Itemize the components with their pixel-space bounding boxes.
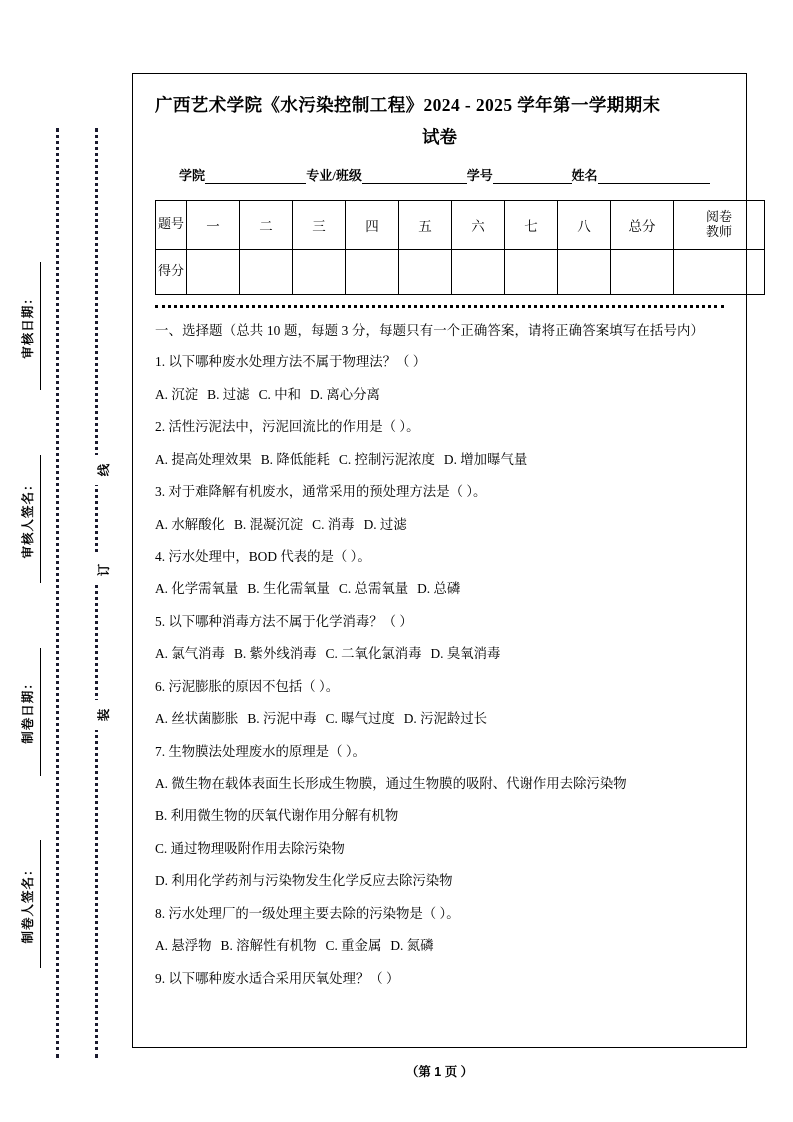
questions-container	[155, 320, 724, 989]
name-label: 姓名	[571, 167, 598, 183]
question-block	[155, 676, 724, 730]
col-header-1: 一	[187, 200, 240, 249]
margin-rule-2	[40, 455, 41, 583]
major-field[interactable]	[362, 169, 467, 184]
question-block	[155, 416, 724, 470]
option-choice[interactable]: C. 通过物理吸附作用去除污染物	[155, 840, 345, 856]
col-header-7: 七	[505, 200, 558, 249]
question-options	[155, 449, 724, 470]
question-options	[155, 514, 724, 535]
grading-teacher-line1: 阅卷	[705, 208, 732, 224]
score-cell-7[interactable]	[505, 249, 558, 294]
question-stem: 7. 生物膜法处理废水的原理是（ ）。	[155, 743, 366, 759]
table-row-question-numbers	[156, 200, 765, 249]
page-title: 广西艺术学院《水污染控制工程》2024 - 2025 学年第一学期期末	[155, 95, 661, 115]
option-choice[interactable]: A. 氯气消毒	[155, 646, 225, 662]
col-header-3: 三	[293, 200, 346, 249]
seal-char-ding: 订	[91, 555, 115, 585]
score-cell-6[interactable]	[452, 249, 505, 294]
make-date-label: 制卷日期：	[21, 676, 35, 744]
score-cell-total[interactable]	[611, 249, 674, 294]
option-choice[interactable]: B. 溶解性有机物	[220, 938, 317, 954]
exam-paper-frame	[132, 73, 747, 1048]
option-choice[interactable]: D. 增加曝气量	[443, 451, 528, 467]
option-choice[interactable]: C. 控制污泥浓度	[338, 451, 435, 467]
binding-margin	[0, 0, 132, 1122]
score-cell-4[interactable]	[346, 249, 399, 294]
col-header-5: 五	[399, 200, 452, 249]
score-cell-3[interactable]	[293, 249, 346, 294]
question-block	[155, 481, 724, 535]
college-label: 学院	[179, 167, 206, 183]
option-choice[interactable]: A. 悬浮物	[155, 938, 212, 954]
option-choice[interactable]: D. 污泥龄过长	[403, 711, 488, 727]
margin-rule-3	[40, 648, 41, 776]
option-choice[interactable]: A. 化学需氧量	[155, 581, 239, 597]
col-header-grading-teacher	[674, 200, 765, 249]
name-field[interactable]	[598, 169, 710, 184]
question-options	[155, 578, 724, 599]
option-choice[interactable]: C. 总需氧量	[338, 581, 409, 597]
question-block	[155, 351, 724, 405]
option-choice[interactable]: A. 丝状菌膨胀	[155, 711, 239, 727]
question-stem: 8. 污水处理厂的一级处理主要去除的污染物是（ ）。	[155, 905, 460, 921]
option-choice[interactable]: D. 过滤	[363, 516, 407, 532]
option-choice[interactable]: D. 总磷	[417, 581, 461, 597]
col-header-4: 四	[346, 200, 399, 249]
seal-char-xian: 线	[91, 455, 115, 485]
college-field[interactable]	[205, 169, 306, 184]
table-row-scores	[156, 249, 765, 294]
option-choice[interactable]: D. 臭氧消毒	[430, 646, 501, 662]
option-choice[interactable]: D. 离心分离	[310, 386, 380, 402]
option-choice[interactable]: A. 微生物在载体表面生长形成生物膜，通过生物膜的吸附、代谢作用去除污染物	[155, 776, 627, 792]
col-header-2: 二	[240, 200, 293, 249]
question-block	[155, 611, 724, 665]
col-header-8: 八	[558, 200, 611, 249]
question-block	[155, 968, 724, 989]
question-stem: 2. 活性污泥法中，污泥回流比的作用是（ ）。	[155, 419, 420, 435]
row-label-score: 得分	[156, 249, 187, 294]
student-id-field[interactable]	[493, 169, 572, 184]
grading-teacher-line2: 教师	[705, 223, 732, 239]
review-date-label: 审核日期：	[21, 291, 35, 359]
question-stem: 1. 以下哪种废水处理方法不属于物理法？（ ）	[155, 354, 427, 370]
score-cell-1[interactable]	[187, 249, 240, 294]
option-choice[interactable]: D. 利用化学药剂与污染物发生化学反应去除污染物	[155, 873, 453, 889]
seal-char-zhuang: 装	[91, 700, 115, 730]
option-choice[interactable]: C. 曝气过度	[325, 711, 395, 727]
question-options	[155, 384, 724, 405]
question-stem: 6. 污泥膨胀的原因不包括（ ）。	[155, 678, 340, 694]
sealing-dotted-line-inner	[95, 128, 98, 1058]
option-choice[interactable]: B. 紫外线消毒	[233, 646, 317, 662]
col-header-total: 总分	[611, 200, 674, 249]
option-choice[interactable]: B. 生化需氧量	[247, 581, 330, 597]
margin-rule-1	[40, 262, 41, 390]
score-cell-5[interactable]	[399, 249, 452, 294]
question-options	[155, 935, 724, 956]
option-choice[interactable]: D. 氮磷	[390, 938, 434, 954]
question-options	[155, 708, 724, 729]
option-choice[interactable]: A. 提高处理效果	[155, 451, 252, 467]
question-block	[155, 903, 724, 957]
option-choice[interactable]: A. 水解酸化	[155, 516, 225, 532]
sealing-dotted-line-outer	[56, 128, 59, 1058]
option-choice[interactable]: A. 沉淀	[155, 386, 199, 402]
score-cell-grading-teacher[interactable]	[674, 249, 765, 294]
row-label-question-number: 题号	[156, 200, 187, 249]
reviewer-signature-label: 审核人签名：	[21, 477, 35, 559]
question-block	[155, 741, 724, 892]
section-separator	[155, 305, 724, 308]
score-cell-2[interactable]	[240, 249, 293, 294]
option-choice[interactable]: C. 重金属	[325, 938, 382, 954]
question-stem: 9. 以下哪种废水适合采用厌氧处理？（ ）	[155, 970, 400, 986]
page-title-line2: 试卷	[422, 126, 457, 147]
question-options	[155, 643, 724, 664]
col-header-6: 六	[452, 200, 505, 249]
page-footer: （第 1 页 ）	[405, 1065, 474, 1079]
option-choice[interactable]: C. 二氧化氯消毒	[325, 646, 422, 662]
major-label: 专业/班级	[306, 167, 362, 183]
option-choice[interactable]: C. 中和	[258, 386, 301, 402]
margin-rule-4	[40, 840, 41, 968]
question-stem: 3. 对于难降解有机废水，通常采用的预处理方法是（ ）。	[155, 484, 487, 500]
option-choice[interactable]: C. 消毒	[312, 516, 355, 532]
question-block	[155, 546, 724, 600]
option-choice[interactable]: B. 过滤	[207, 386, 250, 402]
score-cell-8[interactable]	[558, 249, 611, 294]
section-heading: 一、选择题（总共 10 题，每题 3 分，每题只有一个正确答案，请将正确答案填写在括号内）	[155, 322, 705, 338]
score-table	[155, 200, 765, 295]
option-choice[interactable]: B. 混凝沉淀	[233, 516, 304, 532]
maker-signature-label: 制卷人签名：	[21, 862, 35, 944]
question-stem: 5. 以下哪种消毒方法不属于化学消毒？（ ）	[155, 613, 413, 629]
option-choice[interactable]: B. 降低能耗	[260, 451, 330, 467]
option-choice[interactable]: B. 利用微生物的厌氧代谢作用分解有机物	[155, 808, 399, 824]
question-options	[155, 773, 724, 892]
student-info-line	[179, 165, 710, 184]
student-id-label: 学号	[466, 167, 493, 183]
question-stem: 4. 污水处理中，BOD 代表的是（ ）。	[155, 548, 371, 564]
option-choice[interactable]: B. 污泥中毒	[247, 711, 317, 727]
